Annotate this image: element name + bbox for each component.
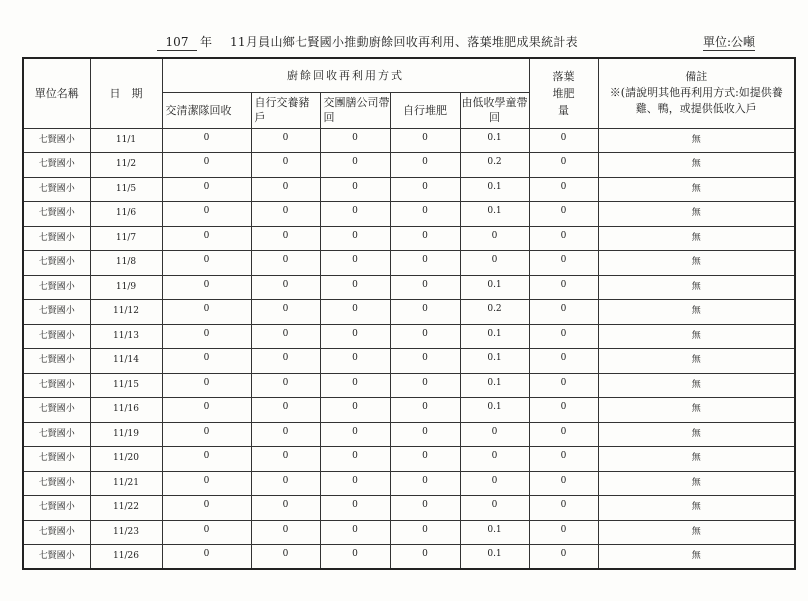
date-cell: 11/22 [90, 496, 162, 521]
table-row [23, 177, 795, 202]
c4-cell: 0 [390, 398, 460, 423]
report-year: 107 [157, 34, 197, 51]
c4-cell: 0 [390, 373, 460, 398]
school-cell: 七賢國小 [23, 520, 90, 545]
remark-cell: 無 [598, 251, 795, 276]
c4-cell: 0 [390, 177, 460, 202]
table-row [23, 520, 795, 545]
date-cell: 11/21 [90, 471, 162, 496]
leaves-cell: 0 [529, 545, 598, 570]
leaves-cell: 0 [529, 373, 598, 398]
remark-cell: 無 [598, 153, 795, 178]
c2-cell: 0 [251, 153, 320, 178]
c1-cell: 0 [162, 349, 251, 374]
c3-cell: 0 [320, 496, 390, 521]
table-row [23, 447, 795, 472]
col-c5-header: 由低收學童帶回 [460, 92, 529, 128]
c4-cell: 0 [390, 422, 460, 447]
school-cell: 七賢國小 [23, 349, 90, 374]
c5-cell: 0.1 [460, 373, 529, 398]
table-row [23, 202, 795, 227]
table-row [23, 275, 795, 300]
date-cell: 11/7 [90, 226, 162, 251]
year-label: 年 [200, 35, 213, 49]
school-cell: 七賢國小 [23, 202, 90, 227]
c4-cell: 0 [390, 471, 460, 496]
remark-cell: 無 [598, 300, 795, 325]
remark-cell: 無 [598, 398, 795, 423]
c5-cell: 0.1 [460, 202, 529, 227]
c1-cell: 0 [162, 447, 251, 472]
col-c3-header: 交團膳公司帶回 [320, 92, 390, 128]
table-row [23, 324, 795, 349]
table-row [23, 349, 795, 374]
school-cell: 七賢國小 [23, 324, 90, 349]
date-cell: 11/15 [90, 373, 162, 398]
date-cell: 11/16 [90, 398, 162, 423]
c2-cell: 0 [251, 349, 320, 374]
c1-cell: 0 [162, 177, 251, 202]
leaves-cell: 0 [529, 496, 598, 521]
school-cell: 七賢國小 [23, 545, 90, 570]
remark-cell: 無 [598, 128, 795, 153]
c5-cell: 0 [460, 422, 529, 447]
report-title: 11月員山鄉七賢國小推動廚餘回收再利用、落葉堆肥成果統計表 [230, 35, 578, 49]
c3-cell: 0 [320, 153, 390, 178]
c3-cell: 0 [320, 251, 390, 276]
col-c2-header: 自行交養豬戶 [251, 92, 320, 128]
c1-cell: 0 [162, 202, 251, 227]
school-cell: 七賢國小 [23, 226, 90, 251]
table-row [23, 471, 795, 496]
leaves-cell: 0 [529, 349, 598, 374]
c5-cell: 0.2 [460, 153, 529, 178]
date-cell: 11/26 [90, 545, 162, 570]
remark-cell: 無 [598, 275, 795, 300]
date-cell: 11/23 [90, 520, 162, 545]
date-cell: 11/9 [90, 275, 162, 300]
school-cell: 七賢國小 [23, 422, 90, 447]
remark-cell: 無 [598, 545, 795, 570]
c4-cell: 0 [390, 520, 460, 545]
remark-cell: 無 [598, 520, 795, 545]
school-cell: 七賢國小 [23, 275, 90, 300]
table-row [23, 300, 795, 325]
c4-cell: 0 [390, 153, 460, 178]
remark-note: ※(請說明其他再利用方式:如提供養雞、鴨，或提供低收入戶 [609, 86, 783, 116]
c2-cell: 0 [251, 202, 320, 227]
school-cell: 七賢國小 [23, 373, 90, 398]
statistics-table [22, 57, 796, 570]
c4-cell: 0 [390, 275, 460, 300]
col-leaves-label: 落葉堆肥量 [552, 69, 575, 117]
leaves-cell: 0 [529, 520, 598, 545]
c5-cell: 0 [460, 251, 529, 276]
remark-cell: 無 [598, 447, 795, 472]
c5-cell: 0.1 [460, 520, 529, 545]
c3-cell: 0 [320, 471, 390, 496]
remark-cell: 無 [598, 349, 795, 374]
remark-cell: 無 [598, 324, 795, 349]
col-c4-header: 自行堆肥 [390, 92, 460, 128]
remark-title: 備註 [685, 70, 708, 84]
table-row [23, 398, 795, 423]
table-row [23, 226, 795, 251]
c3-cell: 0 [320, 177, 390, 202]
c2-cell: 0 [251, 226, 320, 251]
col-remark-header [598, 58, 795, 128]
c5-cell: 0.1 [460, 128, 529, 153]
leaves-cell: 0 [529, 471, 598, 496]
c5-cell: 0.2 [460, 300, 529, 325]
col-leaves-header [529, 58, 598, 128]
c2-cell: 0 [251, 300, 320, 325]
leaves-cell: 0 [529, 324, 598, 349]
leaves-cell: 0 [529, 398, 598, 423]
col-group-header: 廚餘回收再利用方式 [162, 58, 529, 92]
school-cell: 七賢國小 [23, 398, 90, 423]
c3-cell: 0 [320, 447, 390, 472]
school-cell: 七賢國小 [23, 251, 90, 276]
c3-cell: 0 [320, 349, 390, 374]
leaves-cell: 0 [529, 202, 598, 227]
c4-cell: 0 [390, 447, 460, 472]
c1-cell: 0 [162, 324, 251, 349]
school-cell: 七賢國小 [23, 300, 90, 325]
remark-cell: 無 [598, 202, 795, 227]
c2-cell: 0 [251, 422, 320, 447]
leaves-cell: 0 [529, 226, 598, 251]
col-date-header: 日 期 [90, 58, 162, 128]
c4-cell: 0 [390, 202, 460, 227]
c5-cell: 0.1 [460, 177, 529, 202]
c4-cell: 0 [390, 251, 460, 276]
leaves-cell: 0 [529, 300, 598, 325]
table-row [23, 251, 795, 276]
leaves-cell: 0 [529, 275, 598, 300]
c1-cell: 0 [162, 275, 251, 300]
school-cell: 七賢國小 [23, 447, 90, 472]
school-cell: 七賢國小 [23, 471, 90, 496]
leaves-cell: 0 [529, 422, 598, 447]
leaves-cell: 0 [529, 153, 598, 178]
date-cell: 11/20 [90, 447, 162, 472]
c2-cell: 0 [251, 373, 320, 398]
date-cell: 11/6 [90, 202, 162, 227]
c4-cell: 0 [390, 226, 460, 251]
c3-cell: 0 [320, 300, 390, 325]
c2-cell: 0 [251, 471, 320, 496]
c3-cell: 0 [320, 545, 390, 570]
c5-cell: 0.1 [460, 398, 529, 423]
c5-cell: 0.1 [460, 545, 529, 570]
c5-cell: 0 [460, 496, 529, 521]
table-row [23, 422, 795, 447]
table-row [23, 373, 795, 398]
remark-cell: 無 [598, 373, 795, 398]
c5-cell: 0 [460, 226, 529, 251]
table-row [23, 496, 795, 521]
c2-cell: 0 [251, 275, 320, 300]
c2-cell: 0 [251, 128, 320, 153]
c2-cell: 0 [251, 251, 320, 276]
c3-cell: 0 [320, 226, 390, 251]
c5-cell: 0 [460, 447, 529, 472]
c4-cell: 0 [390, 349, 460, 374]
c2-cell: 0 [251, 177, 320, 202]
c1-cell: 0 [162, 471, 251, 496]
table-row [23, 153, 795, 178]
remark-cell: 無 [598, 496, 795, 521]
c2-cell: 0 [251, 447, 320, 472]
c5-cell: 0.1 [460, 275, 529, 300]
remark-cell: 無 [598, 177, 795, 202]
leaves-cell: 0 [529, 128, 598, 153]
date-cell: 11/19 [90, 422, 162, 447]
c3-cell: 0 [320, 202, 390, 227]
c2-cell: 0 [251, 520, 320, 545]
c2-cell: 0 [251, 324, 320, 349]
table-body [23, 128, 795, 569]
remark-cell: 無 [598, 226, 795, 251]
c5-cell: 0.1 [460, 324, 529, 349]
c1-cell: 0 [162, 226, 251, 251]
unit-label: 單位:公噸 [703, 35, 756, 49]
c3-cell: 0 [320, 373, 390, 398]
date-cell: 11/1 [90, 128, 162, 153]
date-cell: 11/13 [90, 324, 162, 349]
col-c1-header: 交清潔隊回收 [162, 92, 251, 128]
c4-cell: 0 [390, 324, 460, 349]
date-cell: 11/2 [90, 153, 162, 178]
col-school-header: 單位名稱 [23, 58, 90, 128]
date-cell: 11/5 [90, 177, 162, 202]
c1-cell: 0 [162, 251, 251, 276]
c1-cell: 0 [162, 398, 251, 423]
c1-cell: 0 [162, 422, 251, 447]
c4-cell: 0 [390, 496, 460, 521]
c3-cell: 0 [320, 128, 390, 153]
c1-cell: 0 [162, 300, 251, 325]
c3-cell: 0 [320, 398, 390, 423]
school-cell: 七賢國小 [23, 153, 90, 178]
c4-cell: 0 [390, 300, 460, 325]
date-cell: 11/12 [90, 300, 162, 325]
c1-cell: 0 [162, 496, 251, 521]
table-row [23, 545, 795, 570]
c2-cell: 0 [251, 398, 320, 423]
c1-cell: 0 [162, 373, 251, 398]
c1-cell: 0 [162, 153, 251, 178]
table-row [23, 128, 795, 153]
leaves-cell: 0 [529, 447, 598, 472]
school-cell: 七賢國小 [23, 496, 90, 521]
leaves-cell: 0 [529, 177, 598, 202]
c3-cell: 0 [320, 275, 390, 300]
school-cell: 七賢國小 [23, 128, 90, 153]
c4-cell: 0 [390, 545, 460, 570]
remark-cell: 無 [598, 422, 795, 447]
c2-cell: 0 [251, 496, 320, 521]
c5-cell: 0 [460, 471, 529, 496]
school-cell: 七賢國小 [23, 177, 90, 202]
c4-cell: 0 [390, 128, 460, 153]
c1-cell: 0 [162, 545, 251, 570]
c5-cell: 0.1 [460, 349, 529, 374]
leaves-cell: 0 [529, 251, 598, 276]
date-cell: 11/8 [90, 251, 162, 276]
date-cell: 11/14 [90, 349, 162, 374]
c3-cell: 0 [320, 520, 390, 545]
c1-cell: 0 [162, 128, 251, 153]
c2-cell: 0 [251, 545, 320, 570]
c3-cell: 0 [320, 324, 390, 349]
c1-cell: 0 [162, 520, 251, 545]
title-row [0, 34, 808, 56]
c3-cell: 0 [320, 422, 390, 447]
remark-cell: 無 [598, 471, 795, 496]
